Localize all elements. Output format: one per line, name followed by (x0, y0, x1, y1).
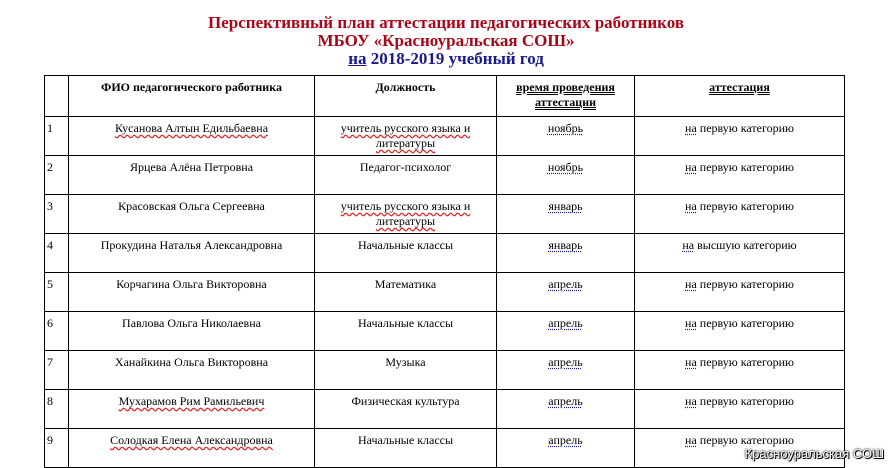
time-text: апрель (548, 277, 583, 291)
row-number: 4 (45, 234, 69, 273)
row-teacher-name (69, 234, 315, 273)
title-year: 2018-2019 учебный год (366, 49, 544, 68)
row-time (497, 390, 635, 429)
attestation-category: первую категорию (696, 160, 794, 174)
row-position (315, 429, 497, 468)
teacher-name-text: Павлова Ольга Николаевна (122, 316, 261, 330)
row-time (497, 195, 635, 234)
attestation-prefix: на (685, 433, 697, 447)
teacher-name-text: Солодкая Елена Александровна (110, 433, 273, 447)
table-row (45, 390, 845, 429)
attestation-prefix: на (682, 238, 695, 252)
attestation-category: первую категорию (696, 394, 794, 408)
position-text: Начальные классы (357, 433, 454, 447)
row-time (497, 234, 635, 273)
header-name: ФИО педагогического работника (69, 76, 315, 117)
row-position (315, 390, 497, 429)
attestation-table (44, 75, 845, 468)
table-row (45, 312, 845, 351)
time-text: апрель (548, 355, 583, 369)
attestation-prefix: на (685, 277, 697, 291)
attestation-prefix: на (685, 160, 697, 174)
row-time (497, 273, 635, 312)
row-attestation (635, 390, 845, 429)
attestation-prefix: на (685, 316, 697, 330)
title-line-3 (0, 50, 892, 68)
attestation-category: первую категорию (696, 277, 794, 291)
row-number: 2 (45, 156, 69, 195)
row-teacher-name (69, 312, 315, 351)
time-text: ноябрь (547, 160, 584, 174)
table-row (45, 351, 845, 390)
row-teacher-name (69, 273, 315, 312)
attestation-category: высшую категорию (694, 238, 797, 252)
table-row (45, 156, 845, 195)
row-attestation (635, 234, 845, 273)
title-year-prefix: на (348, 49, 367, 68)
row-position (315, 351, 497, 390)
row-position (315, 117, 497, 156)
title-line-2: МБОУ «Красноуральская СОШ» (317, 31, 575, 50)
time-text: апрель (548, 394, 583, 408)
teacher-name-text: Корчагина Ольга Викторовна (116, 277, 267, 291)
header-number (45, 76, 69, 117)
row-position (315, 156, 497, 195)
time-text: апрель (548, 433, 583, 447)
row-attestation (635, 351, 845, 390)
position-text: Физическая культура (351, 394, 460, 408)
row-time (497, 156, 635, 195)
attestation-category: первую категорию (696, 121, 794, 135)
row-time (497, 429, 635, 468)
attestation-prefix: на (685, 199, 697, 213)
row-number: 6 (45, 312, 69, 351)
table-row (45, 273, 845, 312)
row-number: 5 (45, 273, 69, 312)
attestation-prefix: на (685, 394, 697, 408)
row-number: 8 (45, 390, 69, 429)
time-text: ноябрь (547, 121, 584, 135)
teacher-name-text: Красовская Ольга Сергеевна (118, 199, 265, 213)
attestation-prefix: на (685, 121, 697, 135)
header-attestation (635, 76, 845, 117)
header-position: Должность (315, 76, 497, 117)
teacher-name-text: Кусанова Алтын Едильбаевна (114, 121, 269, 135)
row-teacher-name (69, 117, 315, 156)
row-teacher-name (69, 351, 315, 390)
row-attestation (635, 156, 845, 195)
row-teacher-name (69, 429, 315, 468)
position-text: Начальные классы (357, 238, 454, 252)
position-text: Педагог-психолог (359, 160, 452, 174)
header-time (497, 76, 635, 117)
position-text: Начальные классы (357, 316, 454, 330)
row-teacher-name (69, 195, 315, 234)
position-text: учитель русского языка и литературы (340, 199, 471, 228)
row-time (497, 312, 635, 351)
attestation-category: первую категорию (696, 199, 794, 213)
time-text: апрель (548, 316, 583, 330)
row-attestation (635, 273, 845, 312)
time-text: январь (548, 199, 583, 213)
header-attestation-label: аттестация (709, 80, 770, 94)
row-teacher-name (69, 156, 315, 195)
row-position (315, 234, 497, 273)
attestation-category: первую категорию (696, 316, 794, 330)
position-text: Музыка (385, 355, 426, 369)
row-time (497, 351, 635, 390)
teacher-name-text: Прокудина Наталья Александровна (100, 238, 283, 252)
row-attestation (635, 312, 845, 351)
table-row (45, 117, 845, 156)
attestation-prefix: на (685, 355, 697, 369)
time-text: январь (548, 238, 583, 252)
row-number: 3 (45, 195, 69, 234)
teacher-name-text: Мухарамов Рим Рамильевич (118, 394, 265, 408)
watermark: Красноуральская СОШ (744, 446, 884, 461)
row-position (315, 195, 497, 234)
row-attestation (635, 195, 845, 234)
row-number: 1 (45, 117, 69, 156)
attestation-category: первую категорию (696, 355, 794, 369)
position-text: учитель русского языка и литературы (340, 121, 471, 150)
header-time-label: время проведения аттестации (516, 80, 615, 109)
teacher-name-text: Ханайкина Ольга Викторовна (114, 355, 269, 369)
row-teacher-name (69, 390, 315, 429)
table-row (45, 429, 845, 468)
row-number: 9 (45, 429, 69, 468)
table-row (45, 234, 845, 273)
title-line-1: Перспективный план аттестации педагогических работников (208, 13, 684, 32)
row-attestation (635, 117, 845, 156)
row-number: 7 (45, 351, 69, 390)
teacher-name-text: Ярцева Алёна Петровна (129, 160, 254, 174)
row-time (497, 117, 635, 156)
table-header-row (45, 76, 845, 117)
table-row (45, 195, 845, 234)
document-title (0, 14, 892, 68)
attestation-category: первую категорию (696, 433, 794, 447)
position-text: Математика (374, 277, 437, 291)
row-position (315, 273, 497, 312)
row-position (315, 312, 497, 351)
